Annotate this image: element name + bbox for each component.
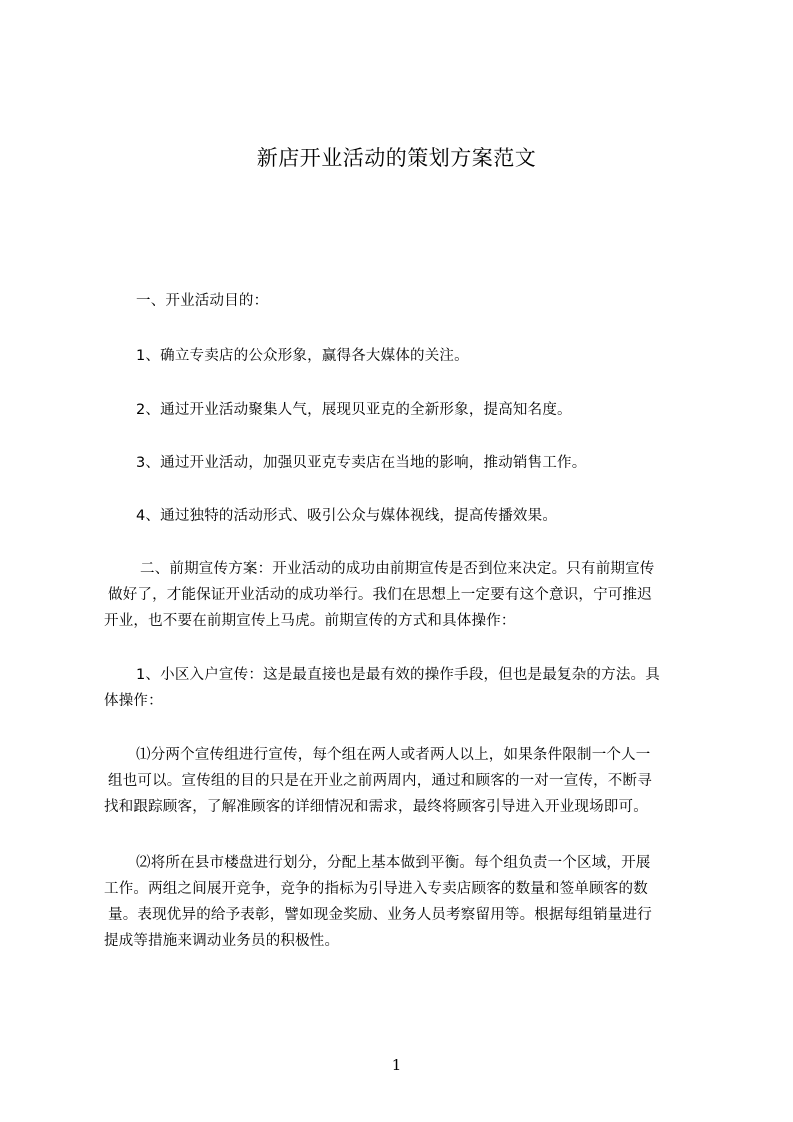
- paragraph-line: 工作。两组之间展开竞争，竞争的指标为引导进入专卖店顾客的数量和签单顾客的数: [104, 881, 648, 897]
- document-title: 新店开业活动的策划方案范文: [256, 146, 537, 170]
- paragraph-line: 组也可以。宣传组的目的只是在开业之前两周内，通过和顾客的一对一宣传，不断寻: [108, 773, 652, 789]
- paragraph-line: 4、通过独特的活动形式、吸引公众与媒体视线，提高传播效果。: [136, 508, 558, 524]
- paragraph-line: 开业，也不要在前期宣传上马虎。前期宣传的方式和具体操作：: [104, 613, 516, 629]
- section-heading-1: 一、开业活动目的：: [136, 293, 269, 309]
- paragraph-line: 做好了，才能保证开业活动的成功举行。我们在思想上一定要有这个意识，宁可推迟: [108, 587, 652, 603]
- paragraph-line: 2、通过开业活动聚集人气，展现贝亚克的全新形象，提高知名度。: [136, 402, 572, 418]
- paragraph-line: 1、小区入户宣传：这是最直接也是最有效的操作手段，但也是最复杂的方法。具: [136, 667, 660, 683]
- paragraph-line: 体操作：: [104, 693, 163, 709]
- paragraph-line: 提成等措施来调动业务员的积极性。: [104, 933, 340, 949]
- paragraph-line: 量。表现优异的给予表彰，譬如现金奖励、业务人员考察留用等。根据每组销量进行: [108, 907, 652, 923]
- section-heading-2: 二、前期宣传方案：开业活动的成功由前期宣传是否到位来决定。只有前期宣传: [140, 561, 655, 577]
- paragraph-line: 3、通过开业活动，加强贝亚克专卖店在当地的影响，推动销售工作。: [136, 455, 587, 471]
- page-number: 1: [391, 1056, 402, 1074]
- paragraph-line: 找和跟踪顾客，了解准顾客的详细情况和需求，最终将顾客引导进入开业现场即可。: [104, 799, 648, 815]
- paragraph-line: ⑴分两个宣传组进行宣传，每个组在两人或者两人以上，如果条件限制一个人一: [136, 747, 651, 763]
- paragraph-line: ⑵将所在县市楼盘进行划分，分配上基本做到平衡。每个组负责一个区域，开展: [136, 855, 651, 871]
- paragraph-line: 1、确立专卖店的公众形象，赢得各大媒体的关注。: [136, 348, 469, 364]
